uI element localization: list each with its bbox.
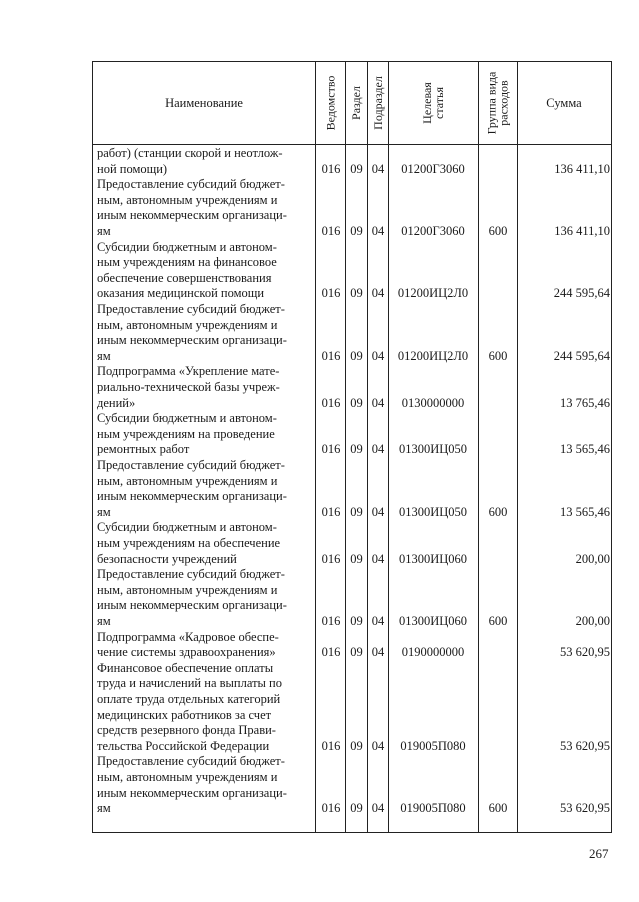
row-podrazdel: 04	[371, 551, 385, 566]
header-gruppa	[478, 62, 517, 144]
row-summa: 53 620,95	[560, 645, 610, 660]
row-name-line: работ) (станции скорой и неотлож-	[97, 146, 283, 160]
row-name	[97, 364, 314, 411]
row-celevaya: 01200ИЦ2Л0	[397, 348, 469, 363]
header-gruppa-line1: Группа вида	[484, 71, 499, 135]
header-podrazdel-label: Подраздел	[370, 76, 385, 130]
row-summa: 53 620,95	[560, 738, 610, 753]
header-celevaya-line1: Целевая	[419, 82, 434, 124]
row-name-line: Субсидии бюджетным и автоном-	[97, 520, 277, 535]
header-gruppa-line2: расходов	[496, 80, 511, 126]
row-vedomstvo: 016	[321, 738, 341, 753]
row-podrazdel: 04	[371, 286, 385, 301]
row-name	[97, 567, 314, 629]
row-podrazdel: 04	[371, 801, 385, 816]
row-name	[97, 630, 314, 661]
row-summa: 13 565,46	[560, 504, 610, 519]
row-name	[97, 177, 314, 239]
row-name-line: ям	[97, 801, 111, 816]
row-name-line: Субсидии бюджетным и автоном-	[97, 239, 277, 254]
row-celevaya: 019005П080	[400, 738, 466, 753]
row-name-line: тельства Российской Федерации	[97, 738, 270, 753]
row-vedomstvo: 016	[321, 223, 341, 238]
table-row	[93, 302, 611, 364]
row-name-line: Предоставление субсидий бюджет-	[97, 567, 285, 582]
row-name-line: ным, автономным учреждениям и	[97, 769, 278, 784]
row-vedomstvo: 016	[321, 801, 341, 816]
row-summa: 244 595,64	[553, 348, 610, 363]
row-razdel: 09	[350, 801, 363, 816]
row-razdel: 09	[350, 738, 363, 753]
row-vedomstvo: 016	[321, 395, 341, 410]
row-name-line: Предоставление субсидий бюджет-	[97, 754, 285, 769]
row-summa: 53 620,95	[560, 801, 610, 816]
row-razdel: 09	[350, 395, 363, 410]
row-name-line: Предоставление субсидий бюджет-	[97, 458, 285, 472]
row-name-line: ным учреждениям на финансовое	[97, 255, 277, 270]
table-row	[93, 520, 611, 567]
row-summa: 244 595,64	[553, 286, 610, 301]
row-razdel: 09	[350, 613, 363, 628]
row-name	[97, 520, 314, 567]
row-gruppa: 600	[488, 504, 508, 519]
header-vedomstvo	[315, 62, 345, 144]
row-name-line: Субсидии бюджетным и автоном-	[97, 411, 277, 426]
row-vedomstvo: 016	[321, 286, 341, 301]
table-row	[93, 364, 611, 411]
row-name	[97, 661, 314, 755]
row-celevaya: 01300ИЦ060	[398, 551, 468, 566]
row-name-line: Подпрограмма «Кадровое обеспе-	[97, 629, 279, 644]
row-name-line: иным некоммерческим организаци-	[97, 208, 287, 223]
row-razdel: 09	[350, 504, 363, 519]
row-vedomstvo: 016	[321, 504, 341, 519]
header-celevaya-line2: статья	[431, 87, 446, 119]
header-celevaya-label	[421, 82, 445, 124]
header-vedomstvo-label: Ведомство	[323, 75, 338, 131]
row-name-line: ям	[97, 348, 111, 363]
budget-table	[92, 61, 612, 833]
row-gruppa: 600	[488, 613, 508, 628]
table-row	[93, 630, 611, 661]
row-name	[97, 146, 314, 177]
row-vedomstvo: 016	[321, 645, 341, 660]
row-vedomstvo: 016	[321, 161, 341, 176]
header-summa	[517, 62, 611, 144]
row-podrazdel: 04	[371, 645, 385, 660]
row-celevaya: 01200ИЦ2Л0	[397, 286, 469, 301]
row-celevaya: 01200Г3060	[401, 161, 465, 176]
row-name-line: иным некоммерческим организаци-	[97, 489, 287, 504]
row-name-line: средств резервного фонда Прави-	[97, 723, 276, 738]
header-summa-label: Сумма	[546, 95, 582, 110]
row-vedomstvo: 016	[321, 442, 341, 457]
row-gruppa: 600	[488, 348, 508, 363]
row-name-line: безопасности учреждений	[97, 551, 237, 566]
table-row	[93, 458, 611, 520]
row-celevaya: 01200Г3060	[401, 223, 465, 238]
row-razdel: 09	[350, 551, 363, 566]
row-name-line: дений»	[97, 395, 136, 410]
row-name-line: ным, автономным учреждениям и	[97, 473, 278, 488]
row-podrazdel: 04	[371, 348, 385, 363]
table-row	[93, 754, 611, 816]
row-summa: 200,00	[575, 613, 610, 628]
row-name-line: ям	[97, 613, 111, 628]
row-vedomstvo: 016	[321, 613, 341, 628]
header-razdel	[345, 62, 367, 144]
header-name	[93, 62, 315, 144]
row-gruppa: 600	[488, 801, 508, 816]
row-vedomstvo: 016	[321, 551, 341, 566]
row-gruppa: 600	[488, 223, 508, 238]
row-name	[97, 240, 314, 302]
row-name	[97, 411, 314, 458]
row-name-line: ным, автономным учреждениям и	[97, 317, 278, 332]
row-razdel: 09	[350, 645, 363, 660]
row-celevaya: 0130000000	[401, 395, 465, 410]
row-podrazdel: 04	[371, 613, 385, 628]
row-podrazdel: 04	[371, 504, 385, 519]
row-celevaya: 01300ИЦ050	[398, 442, 468, 457]
row-name	[97, 458, 314, 520]
row-summa: 13 765,46	[560, 395, 610, 410]
row-name-line: чение системы здравоохранения»	[97, 645, 276, 660]
row-name-line: ным, автономным учреждениям и	[97, 192, 278, 207]
page-number: 267	[589, 846, 609, 861]
row-name	[97, 754, 314, 816]
row-name-line: ной помощи)	[97, 161, 168, 176]
row-name-line: ям	[97, 504, 111, 519]
row-celevaya: 01300ИЦ050	[398, 504, 468, 519]
row-razdel: 09	[350, 286, 363, 301]
header-razdel-label: Раздел	[349, 86, 364, 120]
header-name-label: Наименование	[165, 95, 243, 110]
table-row	[93, 411, 611, 458]
row-name-line: обеспечение совершенствования	[97, 270, 272, 285]
row-razdel: 09	[350, 161, 363, 176]
row-podrazdel: 04	[371, 161, 385, 176]
row-summa: 136 411,10	[554, 223, 610, 238]
row-name-line: иным некоммерческим организаци-	[97, 598, 287, 613]
row-name-line: иным некоммерческим организаци-	[97, 785, 287, 800]
row-podrazdel: 04	[371, 738, 385, 753]
row-celevaya: 0190000000	[401, 645, 465, 660]
row-podrazdel: 04	[371, 395, 385, 410]
row-name-line: Предоставление субсидий бюджет-	[97, 177, 285, 192]
row-name-line: риально-технической базы учреж-	[97, 379, 280, 394]
row-name	[97, 302, 314, 364]
row-summa: 200,00	[575, 551, 610, 566]
row-celevaya: 019005П080	[400, 801, 466, 816]
row-name-line: Подпрограмма «Укрепление мате-	[97, 364, 280, 379]
table-row	[93, 240, 611, 302]
header-celevaya	[388, 62, 478, 144]
header-podrazdel	[367, 62, 388, 144]
row-name-line: Финансовое обеспечение оплаты	[97, 660, 274, 675]
row-summa: 136 411,10	[554, 161, 610, 176]
row-summa: 13 565,46	[560, 442, 610, 457]
row-name-line: иным некоммерческим организаци-	[97, 333, 287, 348]
row-razdel: 09	[350, 223, 363, 238]
table-row	[93, 661, 611, 755]
row-name-line: медицинских работников за счет	[97, 707, 272, 722]
row-name-line: ремонтных работ	[97, 442, 190, 457]
row-name-line: Предоставление субсидий бюджет-	[97, 302, 285, 316]
row-podrazdel: 04	[371, 442, 385, 457]
row-name-line: ям	[97, 223, 111, 238]
row-razdel: 09	[350, 442, 363, 457]
row-name-line: оказания медицинской помощи	[97, 286, 265, 301]
header-gruppa-label	[486, 72, 510, 135]
table-row	[93, 146, 611, 177]
row-vedomstvo: 016	[321, 348, 341, 363]
row-razdel: 09	[350, 348, 363, 363]
row-name-line: ным учреждениям на проведение	[97, 426, 275, 441]
header-divider	[93, 144, 611, 145]
table-row	[93, 177, 611, 239]
row-podrazdel: 04	[371, 223, 385, 238]
row-name-line: ным учреждениям на обеспечение	[97, 535, 281, 550]
row-name-line: труда и начислений на выплаты по	[97, 676, 282, 691]
table-row	[93, 567, 611, 629]
row-name-line: оплате труда отдельных категорий	[97, 691, 281, 706]
row-celevaya: 01300ИЦ060	[398, 613, 468, 628]
row-name-line: ным, автономным учреждениям и	[97, 582, 278, 597]
